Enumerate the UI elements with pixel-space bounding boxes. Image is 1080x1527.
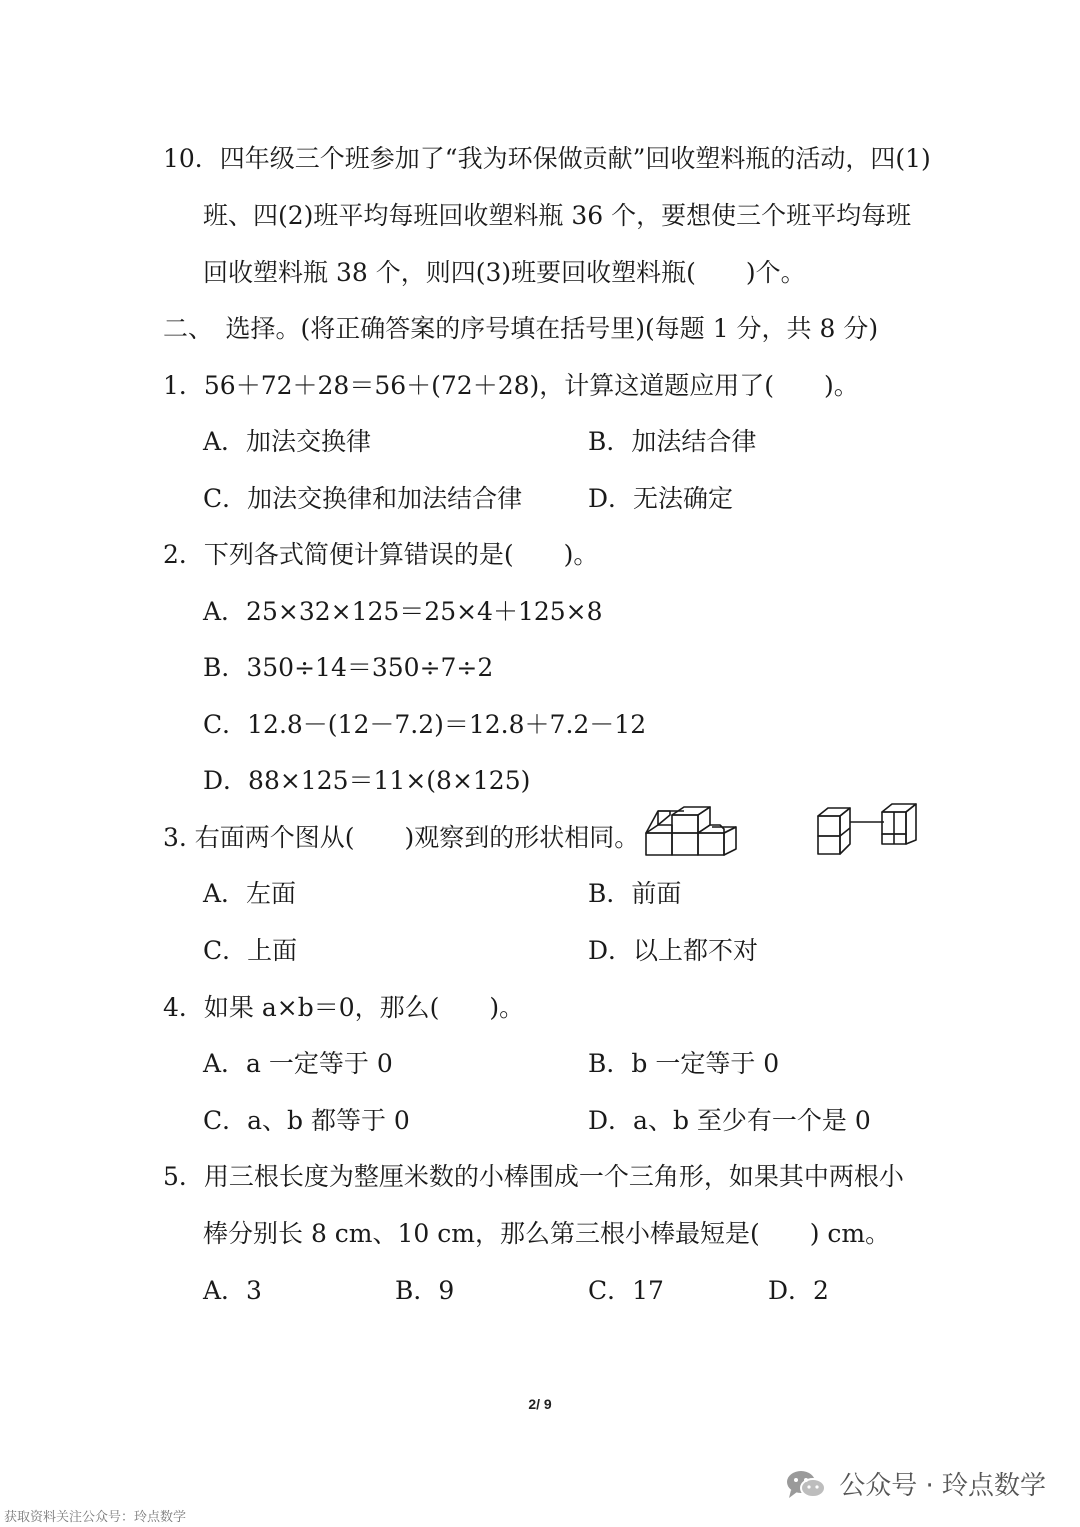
- q4-option-c: C．a、b 都等于 0: [203, 1106, 410, 1135]
- q2-option-a: A．25×32×125＝25×4＋125×8: [203, 597, 603, 626]
- question-5-stem-line-2: 棒分别长 8 cm、10 cm，那么第三根小棒最短是( ) cm。: [203, 1219, 891, 1248]
- wechat-icon: [783, 1466, 829, 1502]
- q5-option-b: B．9: [395, 1276, 455, 1305]
- q2-option-d: D．88×125＝11×(8×125): [203, 766, 531, 795]
- footer-note: 获取资料关注公众号：玲点数学: [4, 1510, 187, 1525]
- q4-option-a: A．a 一定等于 0: [203, 1049, 393, 1078]
- q1-option-b: B．加法结合律: [588, 427, 757, 456]
- q5-option-c: C．17: [588, 1276, 664, 1305]
- cube-figure-left: [640, 803, 740, 859]
- q1-option-d: D．无法确定: [588, 484, 734, 513]
- q2-option-c: C．12.8－(12－7.2)＝12.8＋7.2－12: [203, 710, 647, 739]
- watermark-text: 公众号 · 玲点数学: [839, 1471, 1046, 1501]
- q4-option-b: B．b 一定等于 0: [588, 1049, 780, 1078]
- q3-option-c: C．上面: [203, 936, 298, 965]
- watermark: [783, 1465, 1046, 1502]
- q1-option-a: A．加法交换律: [203, 427, 372, 456]
- cube-figure-right: [814, 800, 922, 858]
- question-1-stem: 1．56＋72＋28＝56＋(72＋28)，计算这道题应用了( )。: [163, 371, 859, 400]
- question-3-stem: 3. 右面两个图从( )观察到的形状相同。: [163, 823, 640, 852]
- q5-option-a: A．3: [203, 1276, 262, 1305]
- question-5-stem-line-1: 5．用三根长度为整厘米数的小棒围成一个三角形，如果其中两根小: [163, 1162, 904, 1191]
- q4-option-d: D．a、b 至少有一个是 0: [588, 1106, 871, 1135]
- q10-line-2: 班、四(2)班平均每班回收塑料瓶 36 个，要想使三个班平均每班: [203, 201, 912, 230]
- q10-line-3: 回收塑料瓶 38 个，则四(3)班要回收塑料瓶( )个。: [203, 258, 806, 287]
- q2-option-b: B．350÷14＝350÷7÷2: [203, 653, 494, 682]
- q1-option-c: C．加法交换律和加法结合律: [203, 484, 523, 513]
- q3-option-d: D．以上都不对: [588, 936, 759, 965]
- section-heading: 二、 选择。(将正确答案的序号填在括号里)(每题 1 分，共 8 分): [163, 314, 879, 343]
- q10-line-1: 10．四年级三个班参加了“我为环保做贡献”回收塑料瓶的活动，四(1): [163, 144, 931, 173]
- q3-option-b: B．前面: [588, 879, 682, 908]
- page-number: 2/ 9: [528, 1396, 552, 1412]
- question-4-stem: 4．如果 a×b＝0，那么( )。: [163, 993, 525, 1022]
- question-2-stem: 2．下列各式简便计算错误的是( )。: [163, 540, 599, 569]
- q3-option-a: A．左面: [203, 879, 297, 908]
- q5-option-d: D．2: [768, 1276, 829, 1305]
